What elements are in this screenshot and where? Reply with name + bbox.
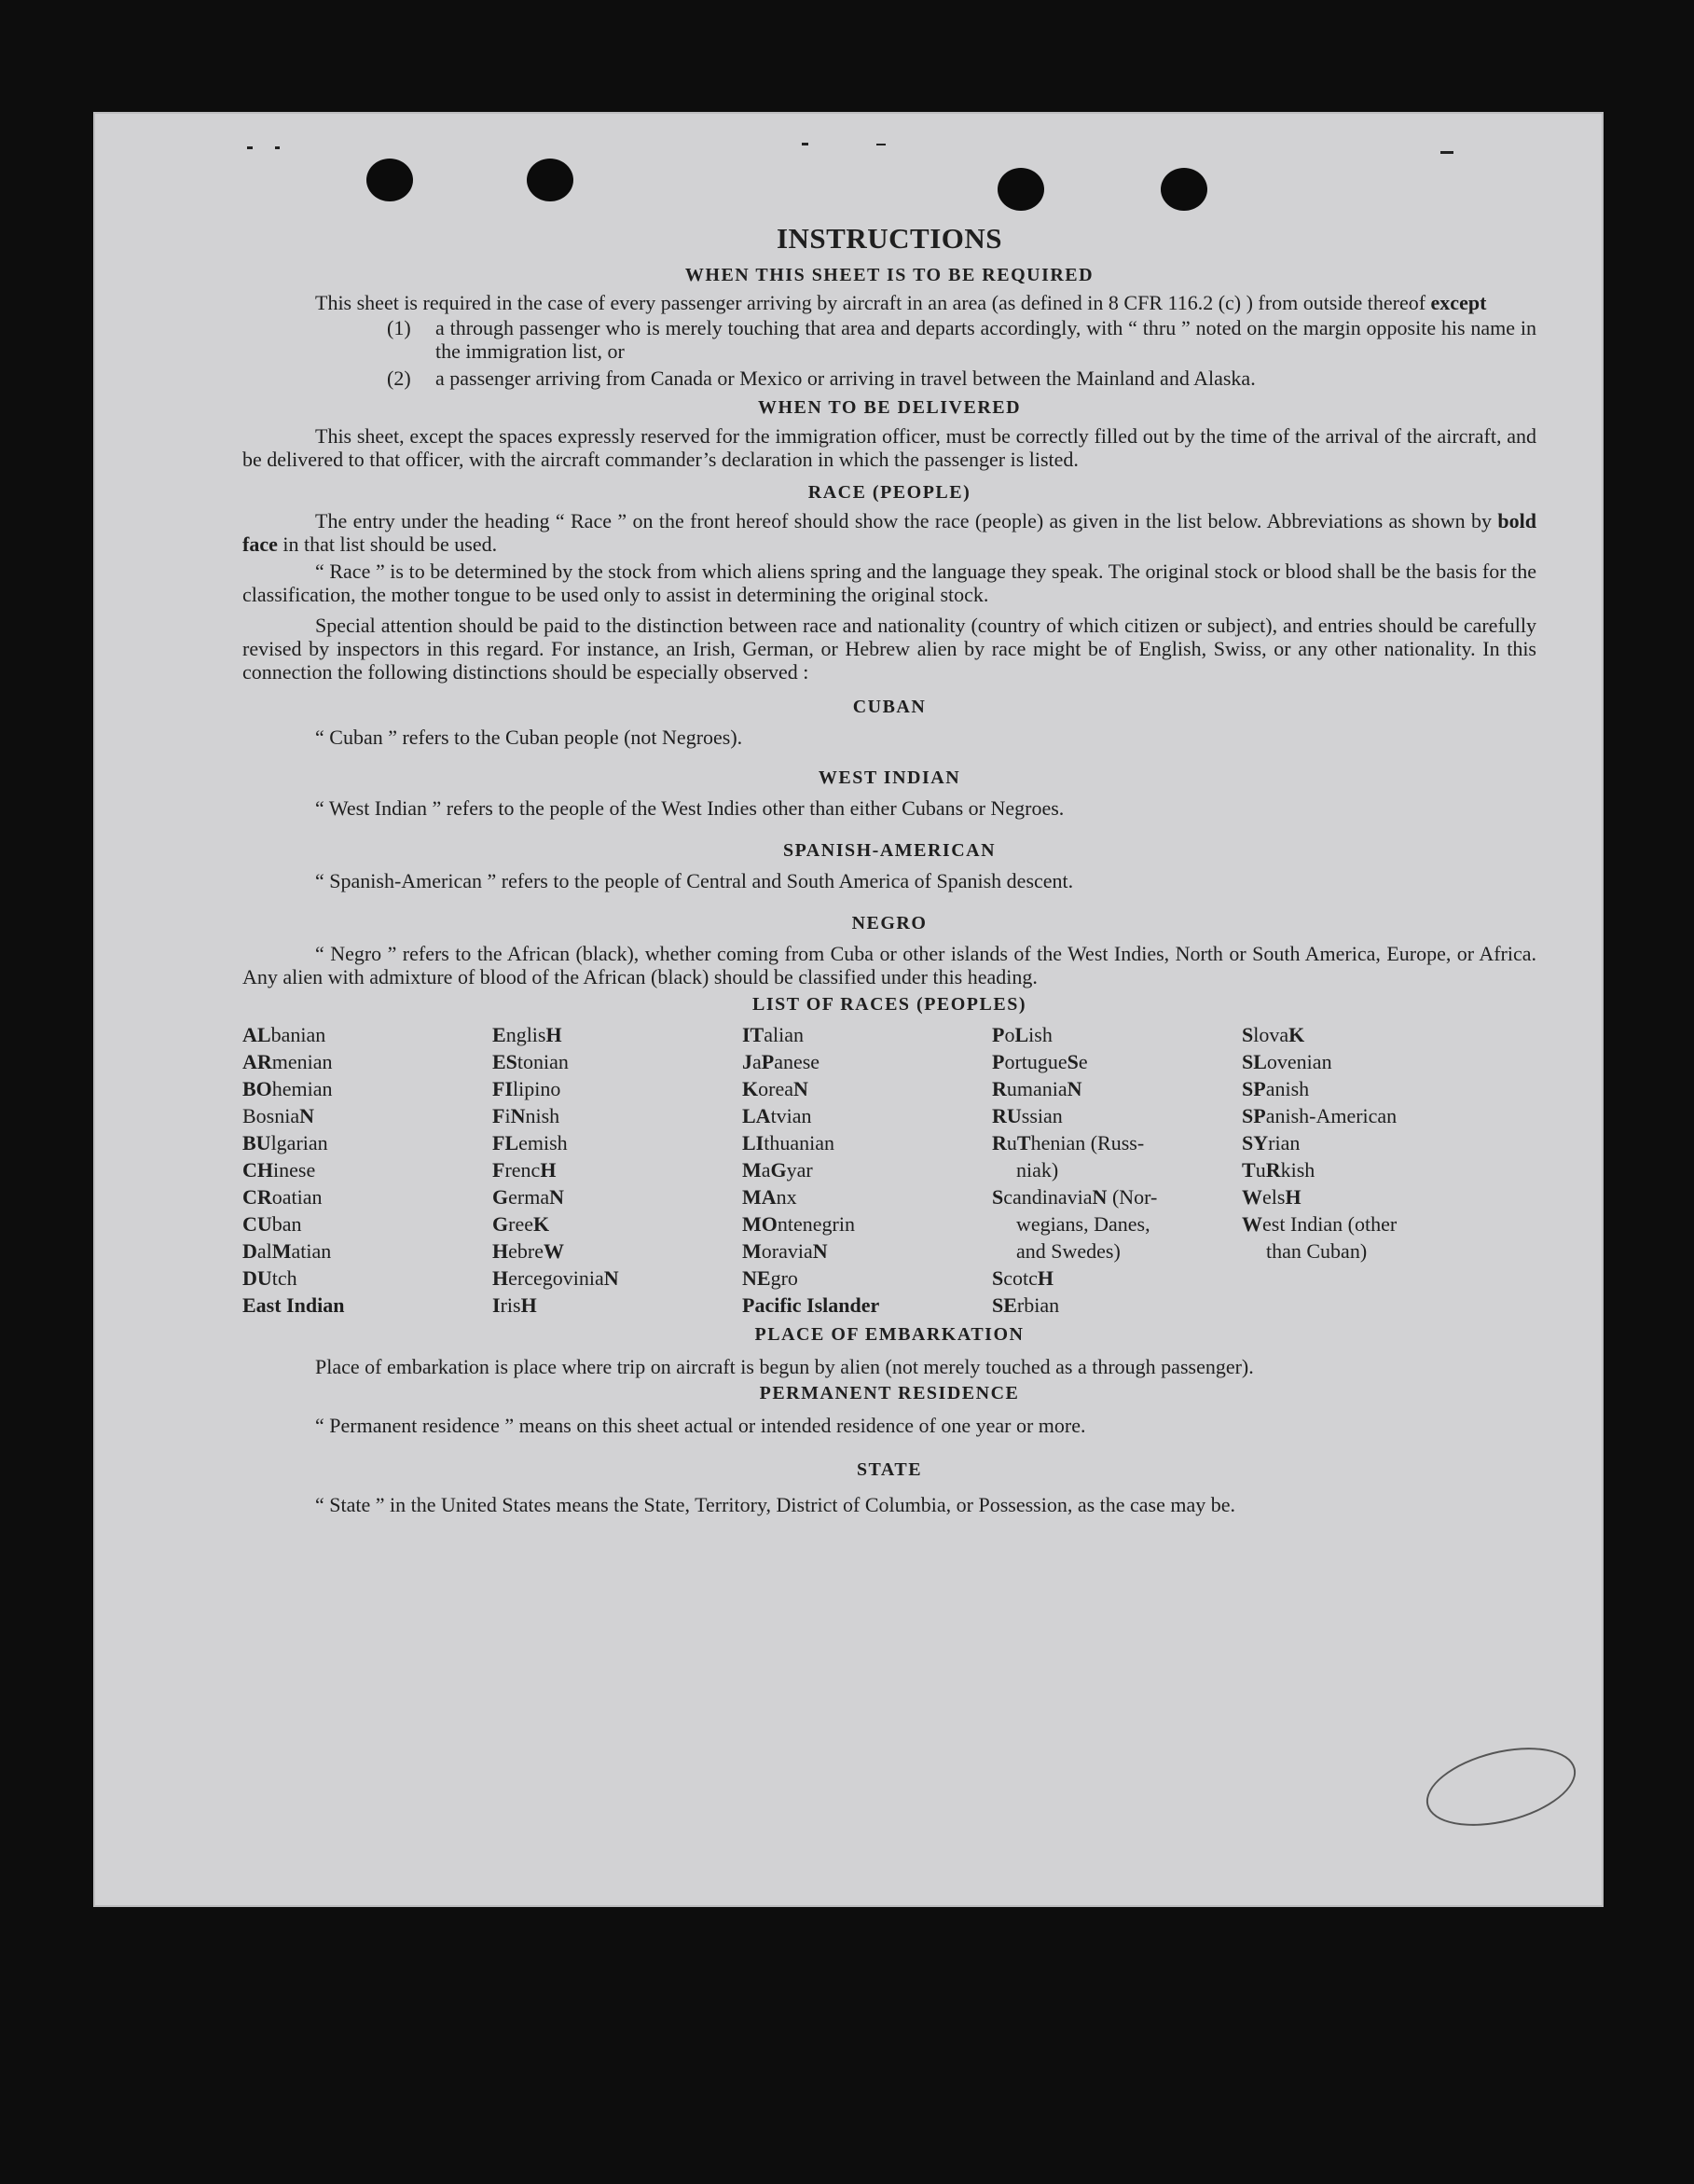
race-entry — [242, 1075, 492, 1102]
race-entry-part: CR — [242, 1185, 272, 1209]
race-entry-part: (Nor- — [1107, 1185, 1158, 1209]
race-entry-part: R — [1265, 1158, 1281, 1182]
race-entry — [242, 1129, 492, 1156]
race-entry-part: thuanian — [764, 1131, 835, 1154]
race-entry-part: a — [752, 1050, 762, 1073]
race-entry-part: P — [761, 1050, 775, 1073]
race-entry-part: candinavia — [1003, 1185, 1093, 1209]
race-entry — [742, 1265, 992, 1292]
race-entry — [1242, 1021, 1447, 1048]
race-entry-part: and Swedes) — [1016, 1239, 1121, 1263]
section-heading-race: RACE (PEOPLE) — [807, 482, 971, 503]
race-entry-part: E — [492, 1023, 506, 1046]
race-entry-part: emish — [518, 1131, 568, 1154]
race-entry-part: H — [492, 1239, 509, 1263]
race-entry-part: renc — [504, 1158, 541, 1182]
race-paragraph: Special attention should be paid to the distinction between race and nationality (country of which citizen or subject), and entries should be carefully revised by inspectors in this regard. For instance, an Irish, German, or Hebrew alien by race might be of English, Swiss, or any other nationality. In this connection the following distinctions should be especially observed : — [242, 614, 1536, 684]
race-entry-part: FL — [492, 1131, 519, 1154]
spanish-american-text: “ Spanish-American ” refers to the people of Central and South America of Spanish descent. — [315, 869, 1074, 892]
race-entry-part: W — [1242, 1185, 1262, 1209]
race-entry — [242, 1048, 492, 1075]
race-entry-part: M — [271, 1239, 292, 1263]
race-entry-part: W — [543, 1239, 564, 1263]
race-entry-part: East Indian — [242, 1293, 345, 1317]
race-entry — [742, 1129, 992, 1156]
document-page — [93, 112, 1604, 1907]
race-entry — [992, 1048, 1242, 1075]
section-heading-cuban: CUBAN — [852, 697, 927, 717]
race-entry — [242, 1156, 492, 1183]
race-entry-part: SP — [1242, 1104, 1266, 1127]
race-entry-part: niak) — [1016, 1158, 1059, 1182]
race-entry-part: oatian — [271, 1185, 323, 1209]
race-entry-part: kish — [1280, 1158, 1315, 1182]
race-entry — [742, 1210, 992, 1237]
exception-text: a through passenger who is merely touching that area and departs accordingly, with “ thru ” noted on the margin opposite his name in the immigration list, or — [435, 316, 1536, 363]
race-column — [242, 1021, 492, 1319]
race-entry-part: than Cuban) — [1266, 1239, 1368, 1263]
race-entry-part: ortugue — [1004, 1050, 1067, 1073]
section-heading-required: WHEN THIS SHEET IS TO BE REQUIRED — [684, 265, 1095, 285]
race-entry-part: M — [742, 1239, 762, 1263]
race-entry-part: nglis — [505, 1023, 546, 1046]
race-entry — [992, 1102, 1242, 1129]
pencil-oval-mark — [1418, 1734, 1584, 1839]
embarkation-text: Place of embarkation is place where trip on aircraft is begun by alien (not merely touched as a through passenger). — [315, 1355, 1254, 1378]
race-entry-part: BU — [242, 1131, 271, 1154]
race-entry-part: est Indian (other — [1262, 1212, 1398, 1236]
state-text: “ State ” in the United States means the State, Territory, District of Columbia, or Possession, as the case may be. — [315, 1493, 1236, 1516]
race-entry-part: cotc — [1003, 1266, 1038, 1290]
race-entry — [992, 1265, 1242, 1292]
section-heading-race-list: LIST OF RACES (PEOPLES) — [751, 994, 1026, 1015]
race-entry-part: N — [1092, 1185, 1108, 1209]
race-entry-part: FI — [492, 1077, 513, 1100]
race-entry-part: H — [1285, 1185, 1301, 1209]
race-entry — [242, 1237, 492, 1265]
exception-text: a passenger arriving from Canada or Mexico or arriving in travel between the Mainland and Alaska. — [435, 366, 1256, 390]
race-entry-part: IT — [742, 1023, 764, 1046]
punch-hole — [366, 159, 413, 201]
race-entry-part: inese — [273, 1158, 316, 1182]
race-entry-part: N — [603, 1266, 619, 1290]
race-entry-part: S — [992, 1185, 1004, 1209]
race-entry-part: H — [520, 1293, 537, 1317]
race-entry — [742, 1183, 992, 1210]
race-entry-part: G — [492, 1185, 509, 1209]
race-entry-part: alian — [764, 1023, 805, 1046]
race-entry — [992, 1183, 1242, 1210]
race-entry — [1242, 1156, 1447, 1183]
race-entry-part: SL — [1242, 1050, 1267, 1073]
race-entry — [492, 1021, 742, 1048]
race-entry-part: rbian — [1016, 1293, 1060, 1317]
race-entry-part: K — [742, 1077, 759, 1100]
race-entry-part: i — [504, 1104, 511, 1127]
race-entry — [742, 1075, 992, 1102]
race-entry-part: u — [1255, 1158, 1266, 1182]
race-entry-part: henian (Russ- — [1030, 1131, 1145, 1154]
race-entry-part: AL — [242, 1023, 271, 1046]
race-entry-part: ovenian — [1266, 1050, 1332, 1073]
race-entry — [492, 1048, 742, 1075]
race-entry — [742, 1102, 992, 1129]
speck — [247, 146, 253, 149]
document-body — [242, 222, 1536, 1520]
race-entry-part: MO — [742, 1212, 778, 1236]
race-entry-part: F — [492, 1158, 505, 1182]
race-entry-part: P — [992, 1023, 1005, 1046]
race-entry-part: banian — [270, 1023, 326, 1046]
race-entry — [492, 1210, 742, 1237]
race-entry-part: H — [492, 1266, 509, 1290]
race-entry-part: anish — [1265, 1077, 1310, 1100]
race-entry-part: ES — [492, 1050, 517, 1073]
race-entry — [1242, 1048, 1447, 1075]
race-entry-part: ntenegrin — [777, 1212, 855, 1236]
race-entry — [1242, 1183, 1447, 1210]
race-entry-part: nx — [776, 1185, 797, 1209]
race-entry-part: erma — [508, 1185, 550, 1209]
race-paragraph: “ Race ” is to be determined by the stock from which aliens spring and the language they speak. The original stock or blood shall be the basis for the classification, the mother tongue to be used only to assist in determining the original stock. — [242, 560, 1536, 606]
race-column — [492, 1021, 742, 1319]
section-heading-negro: NEGRO — [851, 913, 928, 933]
required-intro: This sheet is required in the case of every passenger arriving by aircraft in an area (as defined in 8 CFR 116.2 (c) ) from outside thereof except — [315, 291, 1487, 314]
race-list — [242, 1021, 1536, 1319]
race-entry-part: yar — [786, 1158, 813, 1182]
race-entry — [242, 1292, 492, 1319]
race-entry-part: LI — [742, 1131, 764, 1154]
delivered-text: This sheet, except the spaces expressly reserved for the immigration officer, must be correctly filled out by the time of the arrival of the aircraft, and be delivered to that officer, with the aircraft commander’s declaration in which the passenger is listed. — [242, 424, 1536, 471]
race-entry-part: umania — [1006, 1077, 1067, 1100]
race-entry-part: ris — [500, 1293, 521, 1317]
speck — [802, 143, 808, 145]
race-entry — [492, 1129, 742, 1156]
race-entry-part: ercegovinia — [508, 1266, 604, 1290]
race-entry-part: AR — [242, 1050, 272, 1073]
race-entry-part: nish — [525, 1104, 560, 1127]
race-entry-part: G — [770, 1158, 787, 1182]
race-entry-part: lipino — [513, 1077, 561, 1100]
race-entry — [492, 1237, 742, 1265]
race-entry-part: anish-American — [1265, 1104, 1398, 1127]
exception-number: (1) — [387, 316, 411, 339]
race-entry-part: D — [242, 1239, 257, 1263]
race-entry-part: K — [532, 1212, 550, 1236]
race-entry — [742, 1292, 992, 1319]
race-entry-part: N — [510, 1104, 526, 1127]
race-entry-part: SY — [1242, 1131, 1269, 1154]
race-entry-part: ish — [1028, 1023, 1053, 1046]
race-entry — [1242, 1075, 1447, 1102]
race-entry-part: H — [1037, 1266, 1054, 1290]
race-entry-part: NE — [742, 1266, 771, 1290]
race-entry-part: M — [742, 1158, 762, 1182]
race-entry — [992, 1292, 1242, 1319]
race-entry-part: K — [1288, 1023, 1305, 1046]
punch-hole — [998, 168, 1044, 211]
race-entry-part: H — [545, 1023, 562, 1046]
speck — [275, 146, 280, 149]
race-entry-part: lgarian — [270, 1131, 328, 1154]
race-entry-part: G — [492, 1212, 509, 1236]
race-entry-part: u — [1006, 1131, 1017, 1154]
race-entry-part: hemian — [271, 1077, 333, 1100]
race-entry-part: T — [1242, 1158, 1256, 1182]
race-entry-part: Pacific Islander — [742, 1293, 880, 1317]
race-entry — [1242, 1237, 1447, 1265]
race-paragraph: The entry under the heading “ Race ” on the front hereof should show the race (people) as given in the list below. Abbreviations as shown by bold face in that list should be used. — [242, 509, 1536, 556]
race-entry — [1242, 1129, 1447, 1156]
race-entry — [992, 1210, 1242, 1237]
race-entry-part: tonian — [516, 1050, 569, 1073]
race-entry — [242, 1021, 492, 1048]
race-entry-part: gro — [770, 1266, 798, 1290]
race-entry — [242, 1265, 492, 1292]
race-entry — [492, 1183, 742, 1210]
race-entry-part: CU — [242, 1212, 272, 1236]
race-entry-part: F — [492, 1104, 505, 1127]
race-entry-part: tch — [271, 1266, 297, 1290]
race-entry-part: DU — [242, 1266, 272, 1290]
punch-hole — [527, 159, 573, 201]
race-entry — [992, 1156, 1242, 1183]
exception-item — [387, 366, 1536, 390]
west-indian-text: “ West Indian ” refers to the people of the West Indies other than either Cubans or Negroes. — [315, 796, 1065, 820]
race-entry — [492, 1102, 742, 1129]
race-entry — [992, 1129, 1242, 1156]
race-entry — [1242, 1102, 1447, 1129]
race-entry-part: o — [1004, 1023, 1015, 1046]
race-entry-part: SE — [992, 1293, 1017, 1317]
race-entry-part: al — [256, 1239, 272, 1263]
race-entry-part: e — [1078, 1050, 1088, 1073]
race-entry-part: S — [1242, 1023, 1254, 1046]
race-entry — [492, 1156, 742, 1183]
race-entry-part: ree — [508, 1212, 533, 1236]
speck — [876, 144, 886, 145]
race-entry-part: CH — [242, 1158, 273, 1182]
race-entry-part: Bosnia — [242, 1104, 300, 1127]
race-entry-part: N — [549, 1185, 564, 1209]
cuban-text: “ Cuban ” refers to the Cuban people (not Negroes). — [315, 726, 743, 749]
race-entry-part: a — [761, 1158, 771, 1182]
race-entry-part: ban — [271, 1212, 302, 1236]
race-entry-part: N — [812, 1239, 828, 1263]
race-entry — [492, 1075, 742, 1102]
race-entry-part: oravia — [761, 1239, 813, 1263]
race-entry — [742, 1237, 992, 1265]
page-title: INSTRUCTIONS — [776, 222, 1002, 255]
race-entry-part: tvian — [770, 1104, 812, 1127]
section-heading-spanish-american: SPANISH-AMERICAN — [782, 840, 997, 861]
race-entry-part: N — [299, 1104, 315, 1127]
race-entry — [742, 1048, 992, 1075]
race-entry-part: rian — [1268, 1131, 1301, 1154]
race-entry-part: wegians, Danes, — [1016, 1212, 1150, 1236]
race-entry — [492, 1292, 742, 1319]
race-entry-part: R — [992, 1131, 1007, 1154]
speck — [1440, 151, 1453, 154]
section-heading-state: STATE — [856, 1459, 923, 1480]
section-heading-embarkation: PLACE OF EMBARKATION — [754, 1324, 1025, 1345]
race-entry-part: N — [792, 1077, 808, 1100]
race-entry-part: T — [1016, 1131, 1031, 1154]
race-entry-part: anese — [774, 1050, 820, 1073]
punch-hole — [1161, 168, 1207, 211]
race-entry-part: SP — [1242, 1077, 1266, 1100]
race-entry — [242, 1210, 492, 1237]
race-entry-part: lova — [1253, 1023, 1289, 1046]
residence-text: “ Permanent residence ” means on this sheet actual or intended residence of one year or more. — [315, 1414, 1086, 1437]
race-entry — [242, 1102, 492, 1129]
race-entry-part: J — [742, 1050, 752, 1073]
race-entry — [492, 1265, 742, 1292]
race-entry-part: W — [1242, 1212, 1262, 1236]
race-entry-part: L — [1014, 1023, 1029, 1046]
exception-number: (2) — [387, 366, 411, 390]
race-entry — [992, 1075, 1242, 1102]
race-column — [992, 1021, 1242, 1319]
exception-item — [387, 316, 1536, 363]
race-entry-part: ebre — [508, 1239, 544, 1263]
section-heading-delivered: WHEN TO BE DELIVERED — [757, 397, 1022, 418]
race-entry-part: S — [992, 1266, 1004, 1290]
race-entry-part: RU — [992, 1104, 1022, 1127]
race-entry-part: N — [1067, 1077, 1082, 1100]
race-entry-part: R — [992, 1077, 1007, 1100]
race-column — [1242, 1021, 1447, 1319]
race-entry-part: ssian — [1021, 1104, 1063, 1127]
race-entry-part: BO — [242, 1077, 272, 1100]
race-entry-part: MA — [742, 1185, 777, 1209]
race-entry — [992, 1237, 1242, 1265]
race-entry-part: orea — [758, 1077, 793, 1100]
negro-text: “ Negro ” refers to the African (black), whether coming from Cuba or other islands of the West Indies, North or South America, Europe, or Africa. Any alien with admixture of blood of the African (black) should be classified under this heading. — [242, 942, 1536, 988]
section-heading-residence: PERMANENT RESIDENCE — [759, 1383, 1020, 1403]
race-entry — [242, 1183, 492, 1210]
race-column — [742, 1021, 992, 1319]
race-entry — [992, 1021, 1242, 1048]
race-entry-part: P — [992, 1050, 1005, 1073]
race-entry-part: LA — [742, 1104, 771, 1127]
race-entry-part: menian — [271, 1050, 333, 1073]
race-entry — [1242, 1210, 1447, 1237]
race-entry-part: I — [492, 1293, 501, 1317]
race-entry — [742, 1156, 992, 1183]
section-heading-west-indian: WEST INDIAN — [818, 767, 961, 788]
race-entry-part: H — [540, 1158, 557, 1182]
race-entry — [742, 1021, 992, 1048]
race-entry-part: S — [1067, 1050, 1079, 1073]
race-entry-part: els — [1262, 1185, 1286, 1209]
race-entry-part: atian — [291, 1239, 332, 1263]
